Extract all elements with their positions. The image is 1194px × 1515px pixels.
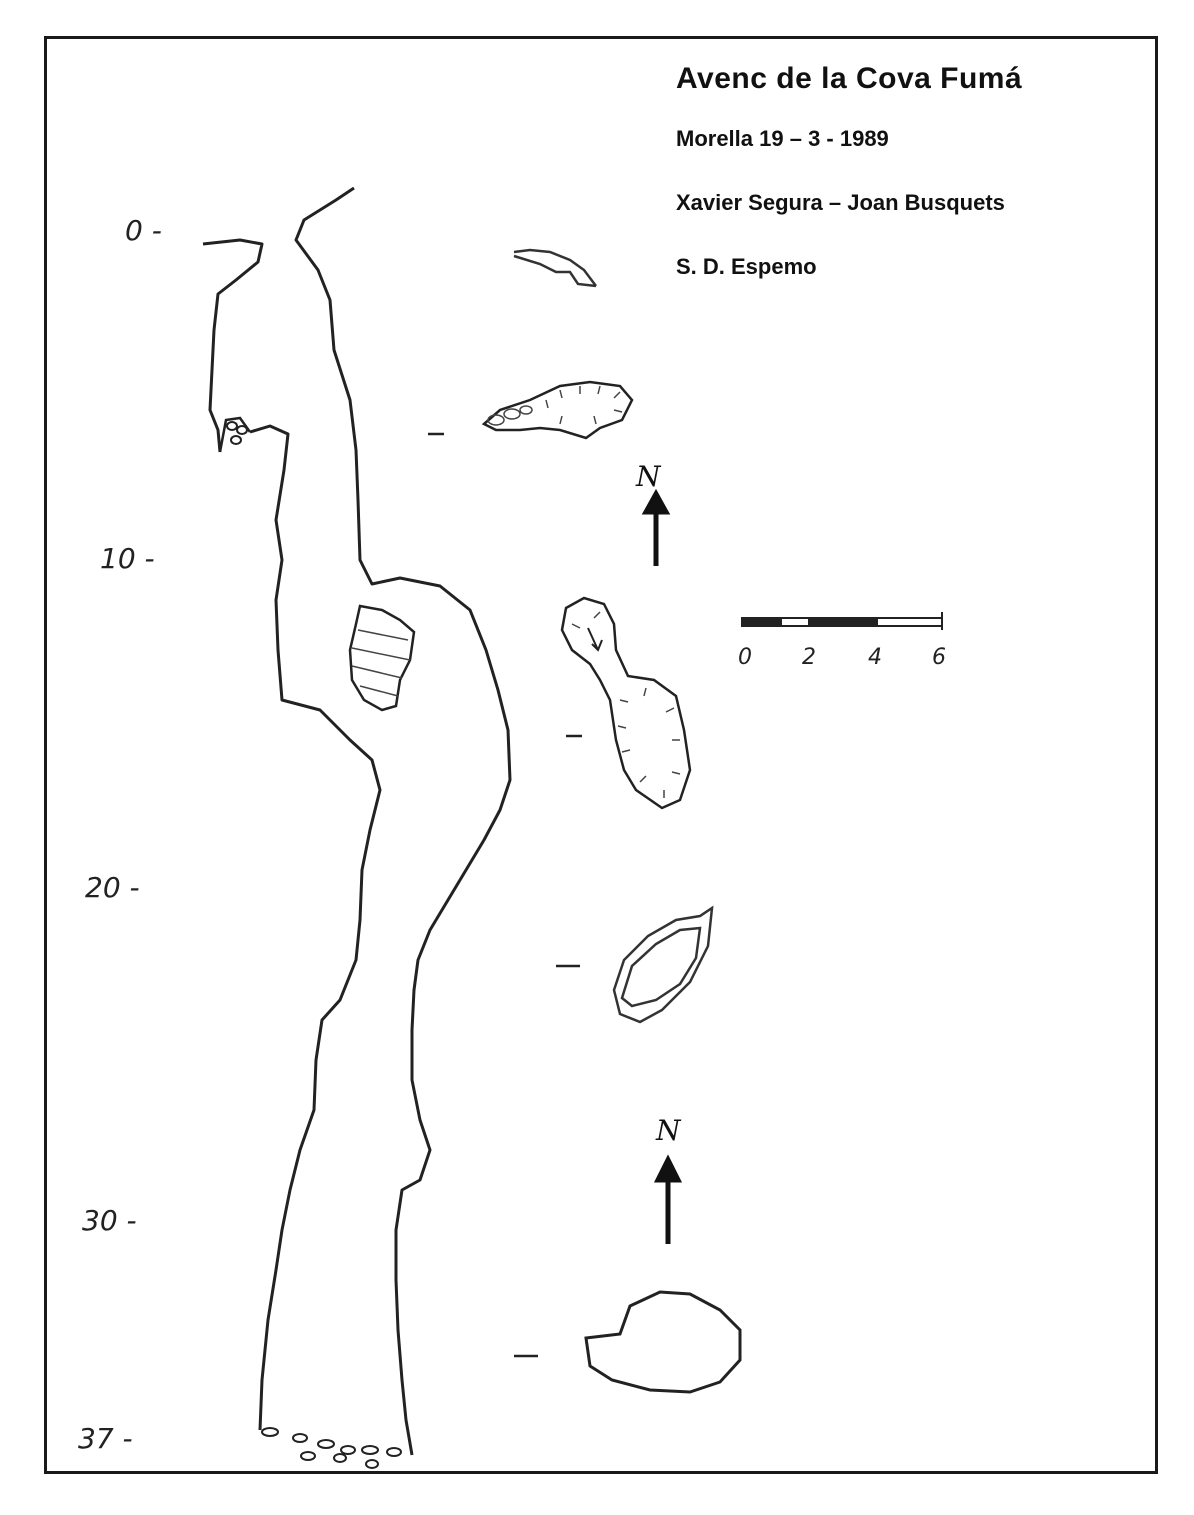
section-boulder [350, 606, 414, 710]
north-arrow-upper [646, 494, 666, 566]
plan-section-15m [562, 598, 690, 808]
plan-section-15m-hatch [572, 612, 680, 798]
pebbles-upper [227, 422, 247, 444]
depth-label-0: 0 - [125, 214, 162, 247]
location-date: Morella 19 – 3 - 1989 [676, 126, 889, 151]
group-name: S. D. Espemo [676, 254, 817, 279]
authors: Xavier Segura – Joan Busquets [676, 190, 1005, 215]
plan-section-0m [514, 250, 596, 286]
plan-section-5m-hatch [488, 386, 622, 425]
scale-label-0: 0 [738, 645, 752, 670]
depth-label-30: 30 - [82, 1204, 137, 1237]
survey-title: Avenc de la Cova Fumá [676, 62, 1023, 95]
depth-label-37: 37 - [78, 1422, 133, 1455]
scale-label-2: 2 [802, 645, 816, 670]
scale-label-6: 6 [932, 645, 946, 670]
plan-section-22m [614, 908, 712, 1022]
scale-label-4: 4 [868, 645, 882, 670]
section-right-wall [296, 188, 510, 1455]
floor-rubble [262, 1428, 401, 1468]
depth-label-10: 10 - [100, 542, 155, 575]
section-boulder-hatch [352, 630, 410, 696]
north-label-lower: N [656, 1114, 681, 1147]
scale-bar [742, 612, 942, 630]
north-arrow-lower [658, 1160, 678, 1244]
plan-section-33m [586, 1292, 740, 1392]
north-label-upper: N [636, 460, 661, 493]
plan-section-15m-slope-arrow [588, 628, 602, 650]
depth-label-20: 20 - [85, 871, 140, 904]
